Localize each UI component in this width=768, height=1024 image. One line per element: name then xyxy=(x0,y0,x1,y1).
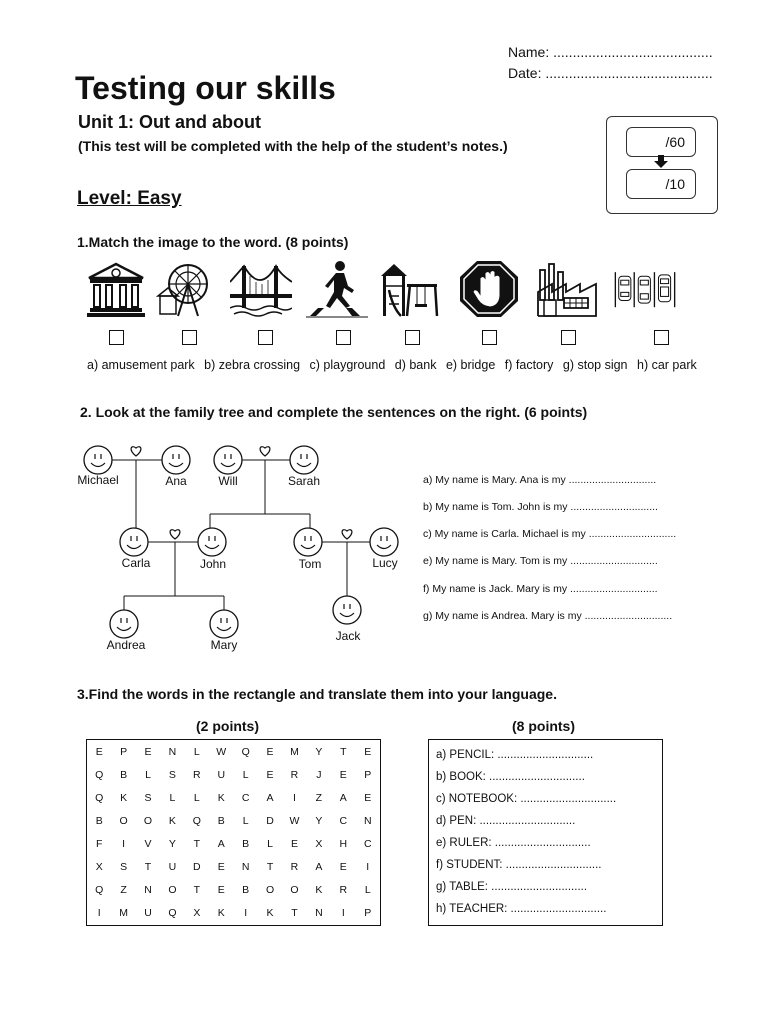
person-label: Tom xyxy=(298,557,322,571)
person-label: Michael xyxy=(77,473,119,487)
person-icon xyxy=(110,610,138,638)
word-search-letter[interactable]: O xyxy=(265,884,275,897)
sentence-a[interactable]: a) My name is Mary. Ana is my .............................. xyxy=(423,474,657,486)
person-label: Carla xyxy=(121,556,151,570)
word-search-letter[interactable]: N xyxy=(168,745,177,758)
word-search-letter[interactable]: X xyxy=(193,907,201,920)
word-search-letter[interactable]: T xyxy=(193,838,201,850)
word-search-letter[interactable]: B xyxy=(217,814,225,827)
word-search-row xyxy=(87,809,381,832)
page-title: Testing our skills xyxy=(75,70,336,106)
word-search-letter[interactable]: K xyxy=(217,907,225,920)
heart-icon xyxy=(260,447,270,456)
person-icon xyxy=(294,528,322,556)
word-search-letter[interactable]: E xyxy=(339,861,347,874)
word-search-letter[interactable]: N xyxy=(144,884,152,897)
word-search-letter[interactable]: A xyxy=(266,791,274,804)
word-search-letter[interactable]: I xyxy=(341,907,345,920)
word-search-letter[interactable]: Q xyxy=(95,791,104,804)
word-search-letter[interactable]: E xyxy=(266,745,274,758)
match-checkbox-6[interactable] xyxy=(482,330,497,345)
translation-item[interactable]: b) BOOK: .............................. xyxy=(436,771,585,783)
word-search-letter[interactable]: Q xyxy=(95,768,104,781)
word-search-letter[interactable]: V xyxy=(144,838,152,850)
word-search-letter[interactable]: Z xyxy=(120,884,127,897)
family-tree xyxy=(72,438,412,658)
stop-hand-icon xyxy=(458,260,520,318)
translation-item[interactable]: e) RULER: .............................. xyxy=(436,837,591,849)
match-word: e) bridge xyxy=(445,358,496,372)
translation-item[interactable]: g) TABLE: .............................. xyxy=(436,881,588,893)
match-checkbox-5[interactable] xyxy=(405,330,420,345)
word-search-row xyxy=(87,763,381,786)
word-search-letter[interactable]: N xyxy=(315,907,323,920)
word-search-letter[interactable]: L xyxy=(242,814,249,827)
person-icon xyxy=(162,446,190,474)
sentence-f[interactable]: f) My name is Jack. Mary is my .............................. xyxy=(423,583,658,595)
word-search-row xyxy=(87,832,381,855)
word-search-letter[interactable]: Y xyxy=(315,745,323,758)
word-search-letter[interactable]: L xyxy=(242,768,249,781)
score-total-60[interactable]: /60 xyxy=(626,127,696,157)
word-search-letter[interactable]: L xyxy=(193,745,200,758)
match-checkbox-7[interactable] xyxy=(561,330,576,345)
word-search-letter[interactable]: B xyxy=(242,884,250,897)
word-search-letter[interactable]: M xyxy=(119,907,128,920)
sentence-g[interactable]: g) My name is Andrea. Mary is my .............................. xyxy=(423,610,673,622)
match-word: g) stop sign xyxy=(562,358,628,372)
heart-icon xyxy=(342,530,352,539)
word-search-letter[interactable]: R xyxy=(193,768,201,781)
match-word: c) playground xyxy=(309,358,386,372)
word-search-letter[interactable]: K xyxy=(266,907,274,920)
translation-item[interactable]: d) PEN: .............................. xyxy=(436,815,576,827)
word-search-letter[interactable]: I xyxy=(244,907,248,920)
arrow-down-icon xyxy=(653,155,669,169)
question-1-heading: 1.Match the image to the word. (8 points) xyxy=(77,234,349,250)
word-search-letter[interactable]: U xyxy=(217,768,226,781)
translation-item[interactable]: h) TEACHER: .............................. xyxy=(436,903,607,915)
word-search-letter[interactable]: R xyxy=(339,884,348,897)
word-search-letter[interactable]: T xyxy=(291,907,298,920)
match-word: h) car park xyxy=(637,358,697,372)
word-search-letter[interactable]: L xyxy=(267,838,273,850)
word-search-letter[interactable]: A xyxy=(315,861,323,874)
translation-item[interactable]: c) NOTEBOOK: .............................. xyxy=(436,793,617,805)
match-word: b) zebra crossing xyxy=(204,358,301,372)
word-search-letter[interactable]: O xyxy=(290,884,299,897)
person-icon xyxy=(210,610,238,638)
word-search-letter[interactable]: R xyxy=(290,861,299,874)
word-search-letter[interactable]: P xyxy=(364,768,372,781)
word-search-row xyxy=(87,879,381,902)
word-search-letter[interactable]: Z xyxy=(315,791,323,804)
word-search-letter[interactable]: W xyxy=(216,745,227,758)
word-search-letter[interactable]: K xyxy=(120,791,128,804)
bridge-icon xyxy=(230,260,292,318)
word-search-letter[interactable]: Y xyxy=(168,838,176,850)
word-search-letter[interactable]: T xyxy=(266,861,274,874)
heart-icon xyxy=(131,447,141,456)
word-search-letter[interactable]: E xyxy=(217,884,225,897)
translation-box xyxy=(428,739,663,926)
person-icon xyxy=(120,528,148,556)
playground-icon xyxy=(377,260,439,318)
person-icon xyxy=(333,596,361,624)
word-search-letter[interactable]: T xyxy=(144,861,152,874)
word-search-letter[interactable]: K xyxy=(217,791,225,804)
word-search-letter[interactable]: E xyxy=(217,861,225,874)
person-label: Ana xyxy=(165,474,187,488)
word-search-points: (2 points) xyxy=(196,718,259,734)
word-search-letter[interactable]: A xyxy=(339,791,347,804)
word-search-row xyxy=(87,856,381,879)
question-2-heading: 2. Look at the family tree and complete the sentences on the right. (6 points) xyxy=(80,404,588,420)
word-search-letter[interactable]: N xyxy=(363,814,372,827)
word-search-letter[interactable]: I xyxy=(122,838,126,850)
word-search-letter[interactable]: E xyxy=(95,745,103,758)
word-search-letter[interactable]: O xyxy=(119,814,128,827)
word-search-letter[interactable]: B xyxy=(95,814,103,827)
translation-item[interactable]: f) STUDENT: .............................. xyxy=(436,859,602,871)
word-search-letter[interactable]: H xyxy=(339,838,348,850)
word-search-letter[interactable]: I xyxy=(97,907,101,920)
translation-points: (8 points) xyxy=(512,718,575,734)
match-word: a) amusement park xyxy=(87,358,195,372)
word-search-letter[interactable]: X xyxy=(95,861,103,874)
word-search-letter[interactable]: O xyxy=(143,814,153,827)
word-search-letter[interactable]: I xyxy=(366,861,370,874)
word-search-letter[interactable]: E xyxy=(364,745,372,758)
word-search-letter[interactable]: E xyxy=(144,745,152,758)
word-search-letter[interactable]: S xyxy=(168,768,176,781)
person-label: John xyxy=(199,557,227,571)
score-box xyxy=(606,116,718,214)
word-search-letter[interactable]: C xyxy=(363,838,372,850)
word-search-letter[interactable]: E xyxy=(290,838,298,850)
word-search-letter[interactable]: T xyxy=(340,745,347,758)
match-checkbox-1[interactable] xyxy=(109,330,124,345)
person-label: Jack xyxy=(335,629,361,643)
word-search-letter[interactable]: E xyxy=(339,768,347,781)
word-search-letter[interactable]: Y xyxy=(315,814,323,827)
instructions-note: (This test will be completed with the help of the student’s notes.) xyxy=(78,138,508,154)
person-icon xyxy=(370,528,398,556)
word-search-letter[interactable]: F xyxy=(95,838,103,850)
unit-subtitle: Unit 1: Out and about xyxy=(78,112,261,132)
date-field[interactable]: Date: ........................................... xyxy=(508,65,713,81)
word-search-letter[interactable]: X xyxy=(315,838,323,850)
word-search-letter[interactable]: R xyxy=(290,768,299,781)
match-checkbox-2[interactable] xyxy=(182,330,197,345)
match-checkbox-4[interactable] xyxy=(336,330,351,345)
word-search-row xyxy=(87,902,381,926)
question-3-heading: 3.Find the words in the rectangle and translate them into your language. xyxy=(77,686,557,702)
person-icon xyxy=(84,446,112,474)
word-search-row xyxy=(87,786,381,809)
name-field[interactable]: Name: ......................................... xyxy=(508,44,713,60)
factory-icon xyxy=(536,260,598,318)
person-label: Will xyxy=(218,474,238,488)
match-checkbox-8[interactable] xyxy=(654,330,669,345)
word-search-row xyxy=(87,740,381,764)
word-search-letter[interactable]: T xyxy=(193,884,201,897)
pedestrian-crossing-icon xyxy=(306,260,368,318)
level-heading: Level: Easy xyxy=(77,188,182,209)
word-search-letter[interactable]: Q xyxy=(192,814,201,827)
word-search-letter[interactable]: Q xyxy=(241,745,250,758)
word-search-letter[interactable]: L xyxy=(364,884,371,897)
word-search-letter[interactable]: U xyxy=(168,861,177,874)
word-search-letter[interactable]: L xyxy=(145,768,151,781)
word-search-letter[interactable]: B xyxy=(120,768,128,781)
translation-item[interactable]: a) PENCIL: .............................. xyxy=(436,749,594,761)
word-search-letter[interactable]: W xyxy=(289,814,300,827)
match-word-list xyxy=(87,358,703,372)
word-search-letter[interactable]: S xyxy=(144,791,152,804)
match-word: d) bank xyxy=(394,358,437,372)
word-search-letter[interactable]: C xyxy=(339,814,348,827)
word-search-letter[interactable]: I xyxy=(293,791,296,804)
word-search-letter[interactable]: N xyxy=(241,861,250,874)
match-checkbox-3[interactable] xyxy=(258,330,273,345)
word-search-letter[interactable]: K xyxy=(315,884,323,897)
sentence-b[interactable]: b) My name is Tom. John is my .............................. xyxy=(423,501,658,513)
word-search-letter[interactable]: E xyxy=(266,768,274,781)
word-search-letter[interactable]: A xyxy=(217,838,225,850)
sentence-e[interactable]: e) My name is Mary. Tom is my .............................. xyxy=(423,555,658,567)
word-search-letter[interactable]: Q xyxy=(95,884,104,897)
car-park-icon xyxy=(614,260,676,318)
word-search-letter[interactable]: P xyxy=(120,745,128,758)
word-search-letter[interactable]: M xyxy=(290,745,299,758)
bank-icon xyxy=(85,260,147,318)
word-search-letter[interactable]: B xyxy=(242,838,250,850)
word-search-letter[interactable]: U xyxy=(144,907,152,920)
person-icon xyxy=(214,446,242,474)
person-icon xyxy=(198,528,226,556)
person-label: Sarah xyxy=(287,474,321,488)
heart-icon xyxy=(170,530,180,539)
word-search-letter[interactable]: K xyxy=(168,814,176,827)
score-total-10[interactable]: /10 xyxy=(626,169,696,199)
person-label: Mary xyxy=(210,638,238,652)
word-search-letter[interactable]: D xyxy=(193,861,201,874)
match-word: f) factory xyxy=(504,358,554,372)
person-label: Lucy xyxy=(372,556,398,570)
word-search-grid[interactable] xyxy=(86,739,381,926)
word-search-letter[interactable]: Q xyxy=(168,907,177,920)
word-search-letter[interactable]: D xyxy=(266,814,274,827)
sentence-c[interactable]: c) My name is Carla. Michael is my .............................. xyxy=(423,528,677,540)
word-search-letter[interactable]: P xyxy=(364,907,372,920)
ferris-wheel-icon xyxy=(154,260,216,318)
word-search-letter[interactable]: L xyxy=(169,791,176,804)
word-search-letter[interactable]: O xyxy=(168,884,177,897)
word-search-letter[interactable]: S xyxy=(120,861,128,874)
word-search-letter[interactable]: E xyxy=(364,791,372,804)
person-icon xyxy=(290,446,318,474)
person-label: Andrea xyxy=(106,638,146,652)
word-search-letter[interactable]: L xyxy=(193,791,200,804)
word-search-letter[interactable]: J xyxy=(316,768,322,781)
word-search-letter[interactable]: C xyxy=(241,791,250,804)
